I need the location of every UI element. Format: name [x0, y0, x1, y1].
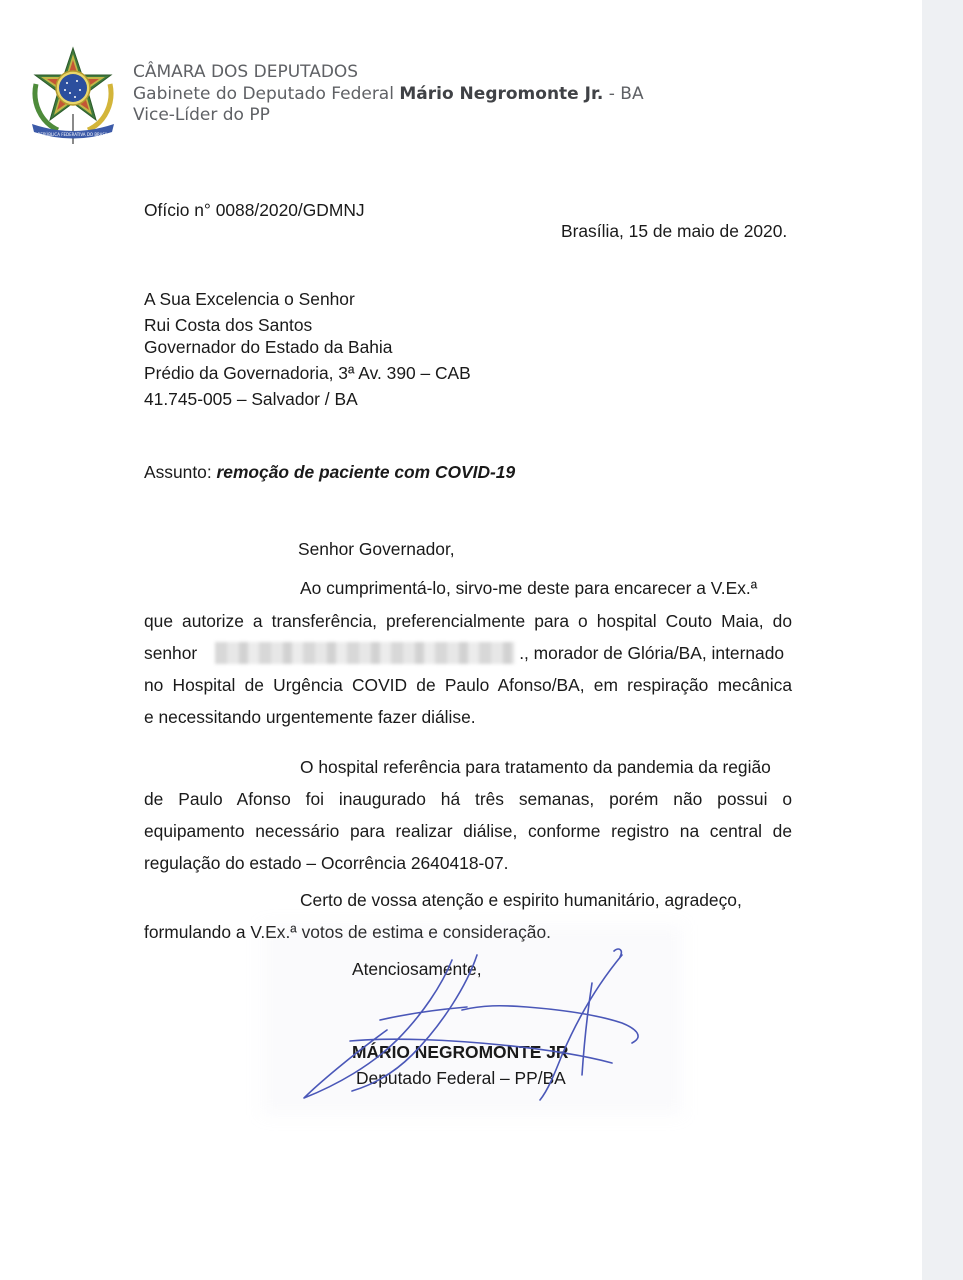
body-line: regulação do estado – Ocorrência 2640418-07. — [144, 853, 509, 873]
redacted-patient-name — [215, 642, 515, 664]
letterhead-deputy-name: Mário Negromonte Jr. — [399, 83, 604, 104]
body-line: Certo de vossa atenção e espirito humanitário, agradeço, — [300, 890, 742, 910]
place-date: Brasília, 15 de maio de 2020. — [561, 221, 788, 241]
body-line: Ao cumprimentá-lo, sirvo-me deste para encarecer a V.Ex.ª — [300, 578, 758, 598]
subject-line — [144, 461, 515, 483]
body-line-suffix: ., morador de Glória/BA, internado — [519, 643, 785, 663]
signer-title: Deputado Federal – PP/BA — [356, 1068, 566, 1088]
letterhead-office — [133, 84, 644, 106]
letterhead-role: Vice-Líder do PP — [133, 105, 270, 125]
seal-ribbon-text: REPÚBLICA FEDERATIVA DO BRASIL — [37, 132, 109, 137]
recipient-line: A Sua Excelencia o Senhor — [144, 289, 355, 309]
letterhead-office-prefix: Gabinete do Deputado Federal — [133, 83, 400, 104]
recipient-line: Governador do Estado da Bahia — [144, 337, 393, 357]
letterhead — [133, 62, 644, 127]
letterhead-institution: CÂMARA DOS DEPUTADOS — [133, 62, 359, 82]
recipient-line: 41.745-005 – Salvador / BA — [144, 389, 358, 409]
salutation: Senhor Governador, — [298, 539, 455, 559]
body-line: que autorize a transferência, preferencialmente para o hospital Couto Maia, do — [144, 611, 792, 631]
body-line-prefix: senhor — [144, 643, 198, 663]
body-line: e necessitando urgentemente fazer diálise. — [144, 707, 476, 727]
closing: Atenciosamente, — [352, 959, 482, 979]
body-line: de Paulo Afonso foi inaugurado há três semanas, porém não possui o — [144, 789, 792, 809]
brazil-coat-of-arms-seal — [26, 44, 120, 148]
body-line: O hospital referência para tratamento da pandemia da região — [300, 757, 771, 777]
body-line: no Hospital de Urgência COVID de Paulo Afonso/BA, em respiração mecânica — [144, 675, 792, 695]
viewer-background-strip — [922, 0, 963, 1280]
body-line — [144, 642, 792, 664]
subject-label: Assunto: — [144, 462, 217, 482]
subject-text: remoção de paciente com COVID-19 — [216, 462, 516, 482]
body-line: formulando a V.Ex.ª votos de estima e consideração. — [144, 922, 551, 942]
letterhead-office-suffix: - BA — [603, 83, 644, 104]
signer-name: MÁRIO NEGROMONTE JR — [352, 1042, 569, 1062]
recipient-line: Rui Costa dos Santos — [144, 315, 313, 335]
document-reference: Ofício n° 0088/2020/GDMNJ — [144, 200, 365, 220]
recipient-line: Prédio da Governadoria, 3ª Av. 390 – CAB — [144, 363, 471, 383]
body-line: equipamento necessário para realizar diálise, conforme registro na central de — [144, 821, 792, 841]
